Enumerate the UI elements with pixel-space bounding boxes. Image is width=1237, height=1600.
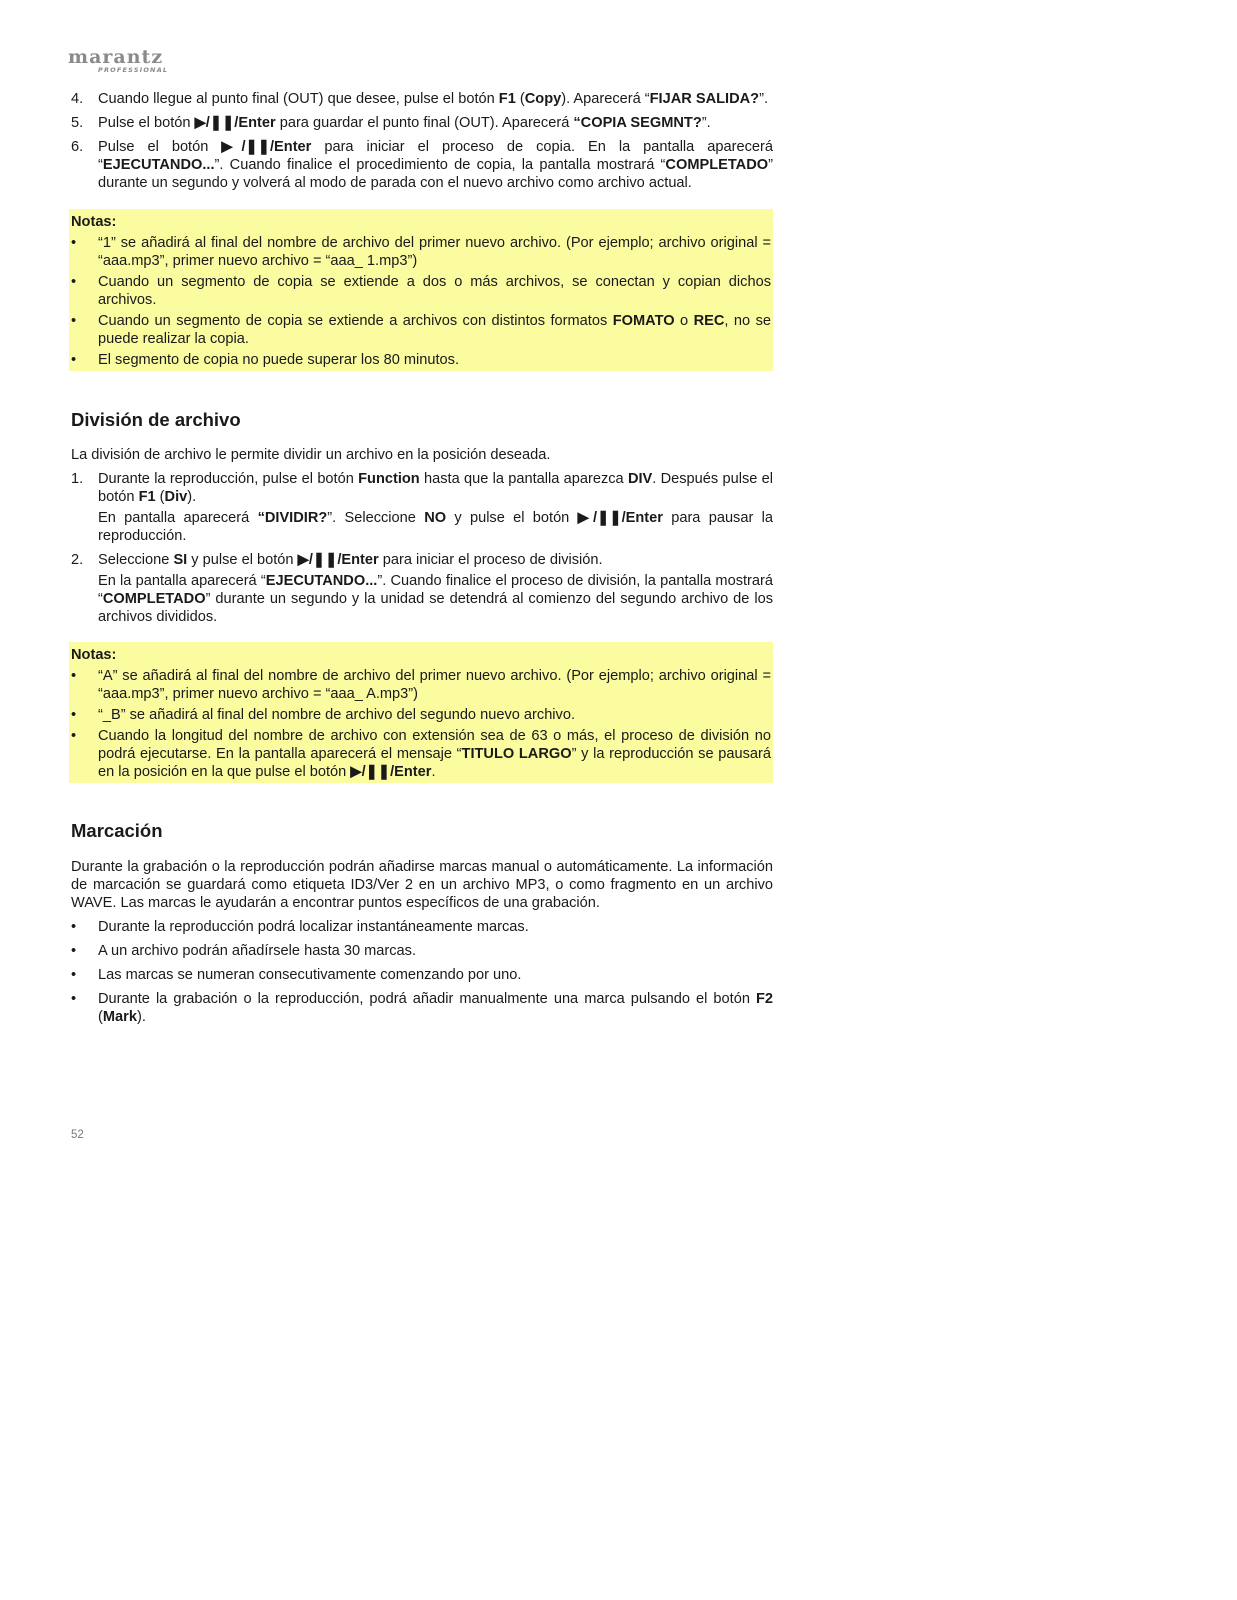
bullet: • (71, 919, 77, 935)
list-text: Durante la reproducción podrá localizar instantáneamente marcas. (98, 919, 529, 935)
copy-step-6 (71, 138, 773, 192)
note-text: ” y la reproducción se pausará en la posición en la que pulse el botón (98, 746, 771, 780)
step-text: y pulse el botón (187, 552, 298, 568)
button-name: ▶/❚❚/Enter (297, 552, 379, 568)
note-text: “_B” se añadirá al final del nombre de archivo del segundo nuevo archivo. (98, 707, 576, 723)
bullet: • (71, 668, 77, 684)
step-text: ” durante un segundo y volverá al modo de parada con el nuevo archivo como archivo actual. (98, 157, 773, 191)
division-step-2 (71, 551, 773, 569)
step-text: ”. Seleccione (327, 510, 425, 526)
note-text: Cuando la longitud del nombre de archivo con extensión sea de 63 o más, el proceso de división no podrá ejecutarse. En la pantalla aparecerá el mensaje “ (98, 728, 771, 762)
step-text: para iniciar el proceso de división. (378, 552, 603, 568)
marking-item (71, 990, 773, 1026)
button-name: Function (358, 471, 420, 487)
step-text: para guardar el punto final (OUT). Aparecerá (275, 115, 574, 131)
step-text: ”. Cuando finalice el proceso de división, la pantalla mostrará “ (98, 573, 773, 607)
bullet: • (71, 313, 77, 329)
display-message: COMPLETADO (102, 591, 206, 607)
display-message: COMPLETADO (665, 157, 769, 173)
step-text: En pantalla aparecerá (98, 510, 258, 526)
step-number: 1. (71, 471, 84, 487)
display-message: SI (173, 552, 188, 568)
note-item (71, 351, 771, 369)
note-text: “1” se añadirá al final del nombre de archivo del primer nuevo archivo. (Por ejemplo; archivo original = “aaa.mp3”, primer nuevo archivo = “aaa_ 1.mp3”) (98, 235, 771, 269)
copy-step-5 (71, 114, 773, 132)
step-text: ”. (701, 115, 711, 131)
step-text: Cuando llegue al punto final (OUT) que desee, pulse el botón (98, 91, 499, 107)
step-text: para pausar la reproducción. (98, 510, 773, 544)
bullet: • (71, 943, 77, 959)
list-text: ). (136, 1009, 146, 1025)
division-step-2-detail (71, 572, 773, 626)
button-name: F1 (138, 489, 156, 505)
section-heading-division: División de archivo (71, 409, 241, 430)
step-text: para iniciar el proceso de copia. En la pantalla aparecerá “ (98, 139, 773, 173)
copy-step-4 (71, 90, 773, 108)
step-text: En la pantalla aparecerá “ (98, 573, 266, 589)
step-text: Durante la reproducción, pulse el botón (98, 471, 359, 487)
marantz-logo (68, 48, 168, 75)
marking-intro: Durante la grabación o la reproducción podrán añadirse marcas manual o automáticamente. La información de marcación se guardará como etiqueta ID3/Ver 2 en un archivo MP3, o como fragmento en un archivo WAVE. Las marcas le ayudarán a encontrar puntos específicos de una grabación. (71, 859, 773, 911)
page-number: 52 (71, 1129, 84, 1141)
note-text: El segmento de copia no puede superar los 80 minutos. (98, 352, 460, 368)
note-item (71, 273, 771, 309)
bullet: • (71, 728, 77, 744)
marking-item (71, 942, 773, 960)
step-text: Seleccione (98, 552, 174, 568)
step-text: y pulse el botón (446, 510, 578, 526)
button-name: ▶/❚❚/Enter (577, 510, 663, 526)
step-text: hasta que la pantalla aparezca (419, 471, 628, 487)
step-text: Pulse el botón (98, 115, 195, 131)
step-number: 4. (71, 91, 84, 107)
note-text: . (431, 764, 436, 780)
step-text: ( (155, 489, 165, 505)
bullet: • (71, 235, 77, 251)
button-name: ▶/❚❚/Enter (350, 764, 432, 780)
step-text: ”. (759, 91, 769, 107)
logo-tagline: PROFESSIONAL (98, 66, 169, 74)
notes-box-copy (69, 209, 773, 371)
note-text: o (674, 313, 694, 329)
step-number: 2. (71, 552, 84, 568)
division-step-1 (71, 470, 773, 506)
mode-name: FOMATO (612, 313, 675, 329)
display-message: DIV (627, 471, 653, 487)
list-text: Las marcas se numeran consecutivamente comenzando por uno. (98, 967, 522, 983)
display-message: FIJAR SALIDA? (649, 91, 760, 107)
display-message: TITULO LARGO (461, 746, 572, 762)
button-name: ▶/❚❚/Enter (221, 139, 312, 155)
button-name: Div (164, 489, 188, 505)
notes-title: Notas: (71, 214, 117, 230)
button-name: Copy (524, 91, 562, 107)
note-text: Cuando un segmento de copia se extiende a archivos con distintos formatos (98, 313, 613, 329)
marking-item (71, 966, 773, 984)
page-content (71, 90, 773, 1026)
marking-item (71, 918, 773, 936)
bullet: • (71, 707, 77, 723)
display-message: NO (424, 510, 447, 526)
bullet: • (71, 352, 77, 368)
step-text: ” durante un segundo y la unidad se detendrá al comienzo del segundo archivo de los archivos divididos. (98, 591, 773, 625)
list-text: ( (98, 1009, 103, 1025)
section-heading-marking: Marcación (71, 820, 163, 841)
notes-box-division (69, 642, 773, 783)
button-name: F2 (755, 991, 773, 1007)
note-item (71, 667, 771, 703)
note-item (71, 706, 771, 724)
division-intro: La división de archivo le permite dividir un archivo en la posición deseada. (71, 447, 551, 463)
display-message: EJECUTANDO... (265, 573, 378, 589)
step-text: ”. Cuando finalice el procedimiento de copia, la pantalla mostrará “ (214, 157, 666, 173)
division-step-1-detail (71, 509, 773, 545)
list-text: Durante la grabación o la reproducción, podrá añadir manualmente una marca pulsando el botón (98, 991, 756, 1007)
notes-title: Notas: (71, 647, 117, 663)
display-message: EJECUTANDO... (102, 157, 215, 173)
logo-brand: marantz (68, 46, 164, 68)
button-name: ▶/❚❚/Enter (194, 115, 276, 131)
note-text: , no se puede realizar la copia. (98, 313, 771, 347)
step-text: . Después pulse el botón (98, 471, 773, 505)
note-text: “A” se añadirá al final del nombre de archivo del primer nuevo archivo. (Por ejemplo; archivo original = “aaa.mp3”, primer nuevo archivo = “aaa_ A.mp3”) (98, 668, 771, 702)
step-text: ). (187, 489, 197, 505)
bullet: • (71, 274, 77, 290)
note-item (71, 234, 771, 270)
display-message: “DIVIDIR? (257, 510, 328, 526)
button-name: F1 (498, 91, 516, 107)
button-name: Mark (102, 1009, 137, 1025)
bullet: • (71, 967, 77, 983)
step-number: 5. (71, 115, 84, 131)
mode-name: REC (693, 313, 725, 329)
bullet: • (71, 991, 77, 1007)
step-text: ). Aparecerá “ (561, 91, 650, 107)
note-item (71, 727, 771, 781)
step-number: 6. (71, 139, 84, 155)
list-text: A un archivo podrán añadírsele hasta 30 marcas. (98, 943, 417, 959)
step-text: ( (515, 91, 525, 107)
display-message: “COPIA SEGMNT? (573, 115, 702, 131)
step-text: Pulse el botón (98, 139, 222, 155)
note-text: Cuando un segmento de copia se extiende a dos o más archivos, se conectan y copian dichos archivos. (98, 274, 771, 308)
note-item (71, 312, 771, 348)
